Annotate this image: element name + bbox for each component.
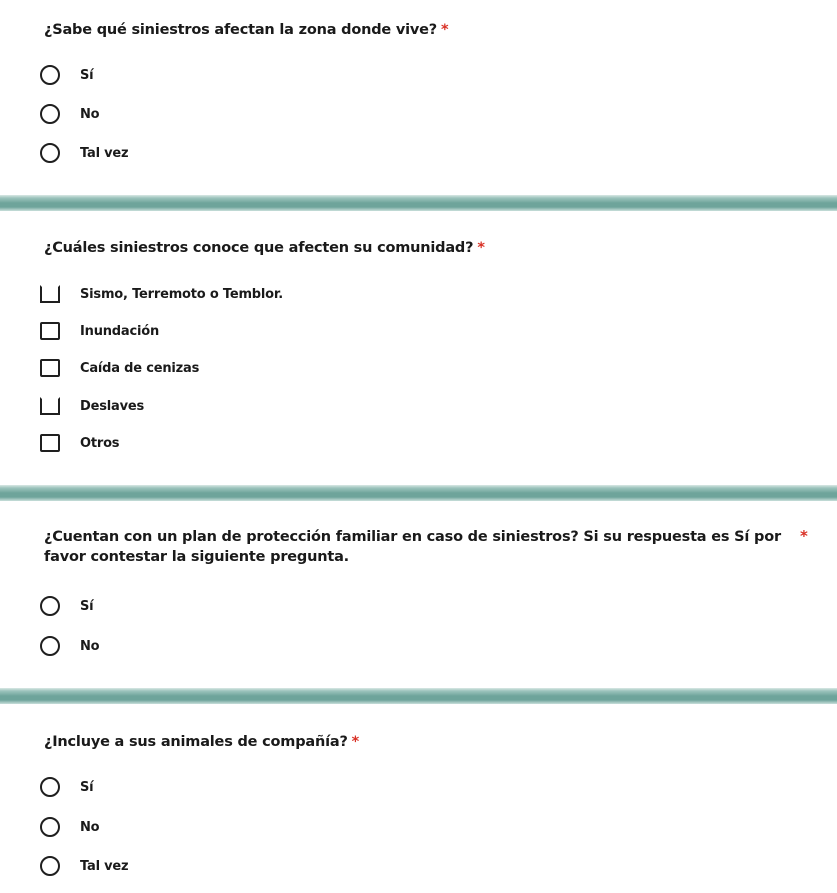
q4-option-tal-vez[interactable] xyxy=(40,853,128,879)
option-label[interactable]: Sismo, Terremoto o Temblor. xyxy=(80,286,283,302)
q2-option-sismo[interactable] xyxy=(40,281,283,307)
question-1-text: ¿Sabe qué siniestros afectan la zona donde vive? xyxy=(44,22,437,38)
radio-button[interactable] xyxy=(40,596,60,616)
required-asterisk: * xyxy=(800,527,808,545)
q3-option-no[interactable] xyxy=(40,633,99,659)
required-asterisk: * xyxy=(440,22,449,38)
option-label[interactable]: No xyxy=(80,638,100,654)
checkbox[interactable] xyxy=(40,359,60,377)
required-asterisk: * xyxy=(477,240,485,256)
checkbox[interactable] xyxy=(40,285,60,303)
q3-option-si[interactable] xyxy=(40,593,93,619)
section-divider xyxy=(0,195,837,211)
question-3-text: ¿Cuentan con un plan de protección familiar en caso de siniestros? Si su respuesta es Sí por favor contestar la siguiente pregunta. xyxy=(44,529,781,565)
radio-button[interactable] xyxy=(40,817,60,837)
q1-option-tal-vez[interactable] xyxy=(40,140,128,166)
option-label[interactable]: No xyxy=(80,819,100,835)
q2-option-deslaves[interactable] xyxy=(40,393,144,419)
question-1-title xyxy=(44,20,448,40)
option-label[interactable]: No xyxy=(80,106,100,122)
radio-button[interactable] xyxy=(40,777,60,797)
checkbox[interactable] xyxy=(40,322,60,340)
option-label[interactable]: Sí xyxy=(80,598,94,614)
section-divider xyxy=(0,688,837,704)
q2-option-caida-cenizas[interactable] xyxy=(40,355,199,381)
checkbox[interactable] xyxy=(40,434,60,452)
q1-option-no[interactable] xyxy=(40,101,99,127)
checkbox[interactable] xyxy=(40,397,60,415)
q2-option-inundacion[interactable] xyxy=(40,318,159,344)
option-label[interactable]: Otros xyxy=(80,435,120,451)
q4-option-si[interactable] xyxy=(40,774,93,800)
option-label[interactable]: Deslaves xyxy=(80,398,145,414)
option-label[interactable]: Tal vez xyxy=(80,858,129,874)
question-3-title xyxy=(44,527,784,567)
question-2-text: ¿Cuáles siniestros conoce que afecten su comunidad? xyxy=(44,240,474,256)
required-asterisk: * xyxy=(351,734,360,750)
option-label[interactable]: Caída de cenizas xyxy=(80,360,200,376)
radio-button[interactable] xyxy=(40,65,60,85)
radio-button[interactable] xyxy=(40,143,60,163)
option-label[interactable]: Tal vez xyxy=(80,145,129,161)
option-label[interactable]: Sí xyxy=(80,67,94,83)
radio-button[interactable] xyxy=(40,636,60,656)
q4-option-no[interactable] xyxy=(40,814,99,840)
q1-option-si[interactable] xyxy=(40,62,93,88)
question-4-text: ¿Incluye a sus animales de compañía? xyxy=(44,734,348,750)
question-2-title xyxy=(44,238,485,258)
question-4-title xyxy=(44,732,359,752)
section-divider xyxy=(0,485,837,501)
option-label[interactable]: Inundación xyxy=(80,323,160,339)
q2-option-otros[interactable] xyxy=(40,430,119,456)
option-label[interactable]: Sí xyxy=(80,779,94,795)
radio-button[interactable] xyxy=(40,104,60,124)
radio-button[interactable] xyxy=(40,856,60,876)
